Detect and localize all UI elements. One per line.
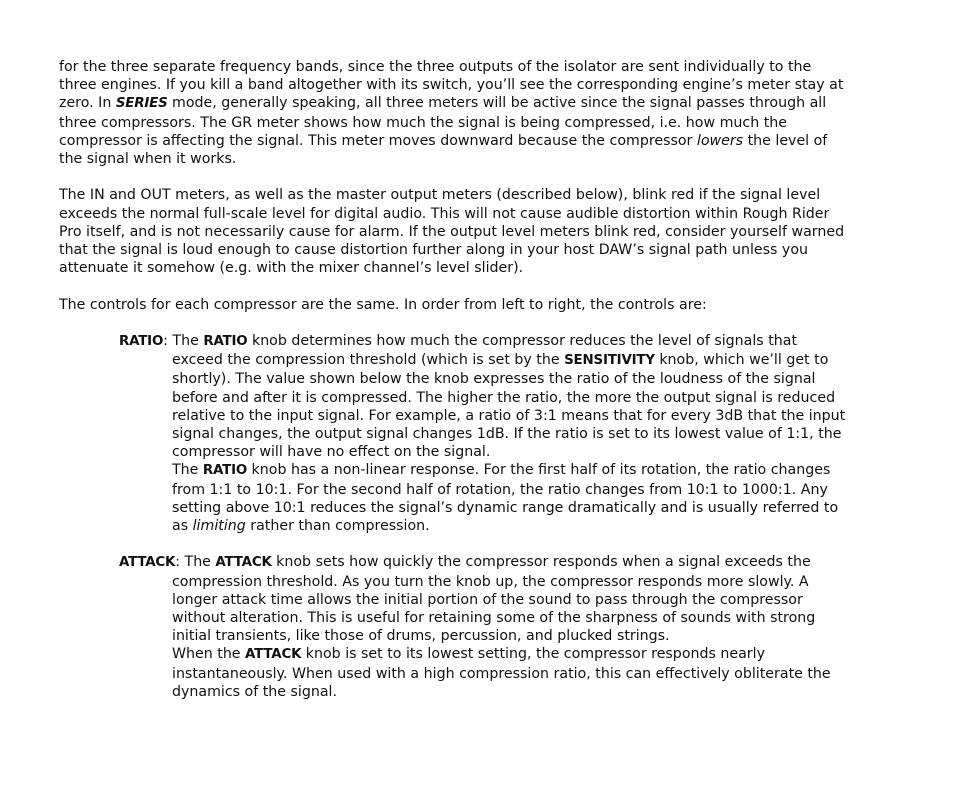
text-run: knob sets how quickly the compressor responds when a signal exceeds the [271,554,811,571]
text-run: : The [175,554,216,571]
text-run: mode, generally speaking, all three meters will be active since the signal passes through all [167,95,827,112]
text-run: zero. In [59,95,116,112]
paragraph-line [59,132,899,150]
keyword-series: SERIES [115,96,168,112]
ratio-definition-line: relative to the input signal. For example, a ratio of 3:1 means that for every 3dB that the input [172,407,846,424]
text-run: knob is set to its lowest setting, the compressor responds nearly [301,646,765,663]
attack-definition-line: longer attack time allows the initial portion of the sound to pass through the compressor [172,591,803,608]
text-run: knob, which we’ll get to [654,352,829,369]
text-run: as [172,518,193,535]
controls-intro: The controls for each compressor are the same. In order from left to right, the controls are: [59,296,707,313]
text-run: the level of [743,132,828,149]
emphasis-lowers: lowers [696,132,744,149]
paragraph-line: exceeds the normal full-scale level for digital audio. This will not cause audible distortion within Rough Rider [59,205,830,222]
paragraph-line: attenuate it somehow (e.g. with the mixer channel’s level slider). [59,260,524,277]
term-ratio: RATIO [119,334,164,349]
ratio-definition-lead [119,332,899,351]
ratio-definition-line: signal changes, the output signal changes 1dB. If the ratio is set to its lowest value of 1:1, the [172,426,842,443]
text-run: The [172,462,203,479]
attack-definition-line [172,645,899,664]
paragraph-line: the signal when it works. [59,151,237,168]
document-page [59,58,899,701]
attack-definition-line: compression threshold. As you turn the knob up, the compressor responds more slowly. A [172,573,809,590]
text-run: rather than compression. [245,518,430,535]
text-run: When the [172,646,246,663]
term-attack: ATTACK [119,555,176,571]
attack-definition-line: without alteration. This is useful for retaining some of the sharpness of sounds with strong [172,610,816,627]
emphasis-limiting: limiting [192,518,246,535]
paragraph-line: three engines. If you kill a band altogether with its switch, you’ll see the corresponding engine’s meter stay at [59,77,844,94]
paragraph-line: Pro itself, and is not necessarily cause for alarm. If the output level meters blink red, consider yourself warned [59,223,845,240]
text-run: compressor is affecting the signal. This meter moves downward because the compressor [59,132,697,149]
ratio-definition-line [172,517,899,535]
ratio-definition-line: before and after it is compressed. The higher the ratio, the more the output signal is reduced [172,389,836,406]
text-run: : The [163,333,204,349]
ratio-definition-line [172,351,899,370]
paragraph-line: for the three separate frequency bands, since the three outputs of the isolator are sent individually to the [59,59,812,75]
text-run: knob has a non-linear response. For the first half of its rotation, the ratio changes [247,462,831,479]
ratio-definition-line [172,461,899,480]
text-run: knob determines how much the compressor reduces the level of signals that [247,333,798,349]
attack-definition-line: dynamics of the signal. [172,683,338,700]
paragraph-line: The IN and OUT meters, as well as the master output meters (described below), blink red if the signal level [59,187,821,204]
keyword-sensitivity: SENSITIVITY [564,353,655,369]
attack-definition-line: initial transients, like those of drums, percussion, and plucked strings. [172,628,670,645]
keyword-attack: ATTACK [245,647,302,663]
ratio-definition-line: shortly). The value shown below the knob expresses the ratio of the loudness of the signal [172,371,816,388]
keyword-ratio: RATIO [203,334,248,349]
ratio-definition-line: from 1:1 to 10:1. For the second half of rotation, the ratio changes from 10:1 to 1000:1. Any [172,481,828,498]
ratio-definition-line: compressor will have no effect on the signal. [172,444,491,461]
keyword-ratio: RATIO [202,463,248,479]
paragraph-line [59,94,899,113]
ratio-definition-line: setting above 10:1 reduces the signal’s dynamic range dramatically and is usually referred to [172,499,839,516]
attack-definition-lead [119,553,899,572]
keyword-attack: ATTACK [215,555,272,571]
paragraph-line: that the signal is loud enough to cause distortion further along in your host DAW’s signal path unless you [59,242,808,259]
text-run: exceed the compression threshold (which is set by the [172,352,565,369]
paragraph-line: three compressors. The GR meter shows how much the signal is being compressed, i.e. how much the [59,114,787,131]
attack-definition-line: instantaneously. When used with a high compression ratio, this can effectively obliterate the [172,665,831,682]
